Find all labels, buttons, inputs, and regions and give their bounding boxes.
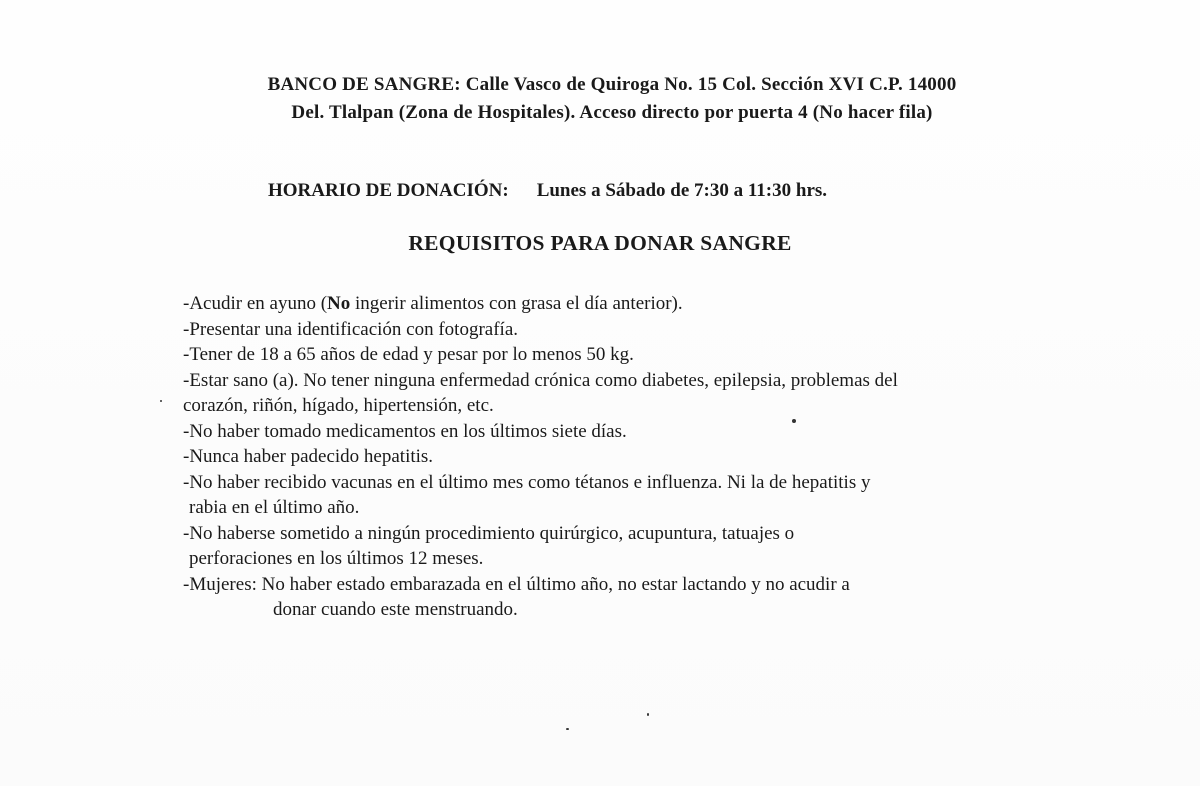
requirement-healthy-line2: corazón, riñón, hígado, hipertensión, etc.: [183, 395, 494, 416]
requirement-procedures-line1: -No haberse sometido a ningún procedimiento quirúrgico, acupuntura, tatuajes o: [183, 522, 795, 544]
requirement-procedures-line2: perforaciones en los últimos 12 meses.: [189, 548, 484, 569]
schedule-value: Lunes a Sábado de 7:30 a 11:30 hrs.: [536, 180, 828, 201]
requirement-hepatitis: -Nunca haber padecido hepatitis.: [183, 446, 434, 467]
requirement-women-line1: -Mujeres: No haber estado embarazada en el último año, no estar lactando y no acudir a: [183, 573, 850, 595]
requirement-id: -Presentar una identificación con fotografía.: [183, 318, 518, 340]
scan-speck: [792, 419, 796, 423]
header-address-line: BANCO DE SANGRE: Calle Vasco de Quiroga No. 15 Col. Sección XVI C.P. 14000: [267, 74, 957, 95]
requirements-list: [183, 291, 1063, 623]
requirement-women-line2: donar cuando este menstruando.: [273, 599, 518, 620]
requirement-vaccines-line1: -No haber recibido vacunas en el último mes como tétanos e influenza. Ni la de hepatitis y: [183, 471, 871, 493]
donation-schedule: [268, 180, 827, 202]
schedule-label: HORARIO DE DONACIÓN:: [268, 180, 509, 201]
requirement-fasting: -Acudir en ayuno (No ingerir alimentos con grasa el día anterior).: [183, 293, 683, 314]
requirement-medication: -No haber tomado medicamentos en los últimos siete días.: [183, 420, 627, 442]
requirement-healthy-line1: -Estar sano (a). No tener ninguna enfermedad crónica como diabetes, epilepsia, problemas del: [183, 369, 898, 391]
requirement-age-weight: -Tener de 18 a 65 años de edad y pesar por lo menos 50 kg.: [183, 344, 634, 365]
scan-speck: [566, 728, 569, 730]
scan-speck: [647, 713, 649, 716]
requirement-vaccines-line2: rabia en el último año.: [189, 497, 360, 518]
requirements-title: REQUISITOS PARA DONAR SANGRE: [408, 231, 792, 255]
scan-speck: [160, 400, 162, 402]
header-access-line: Del. Tlalpan (Zona de Hospitales). Acceso directo por puerta 4 (No hacer fila): [291, 102, 933, 123]
